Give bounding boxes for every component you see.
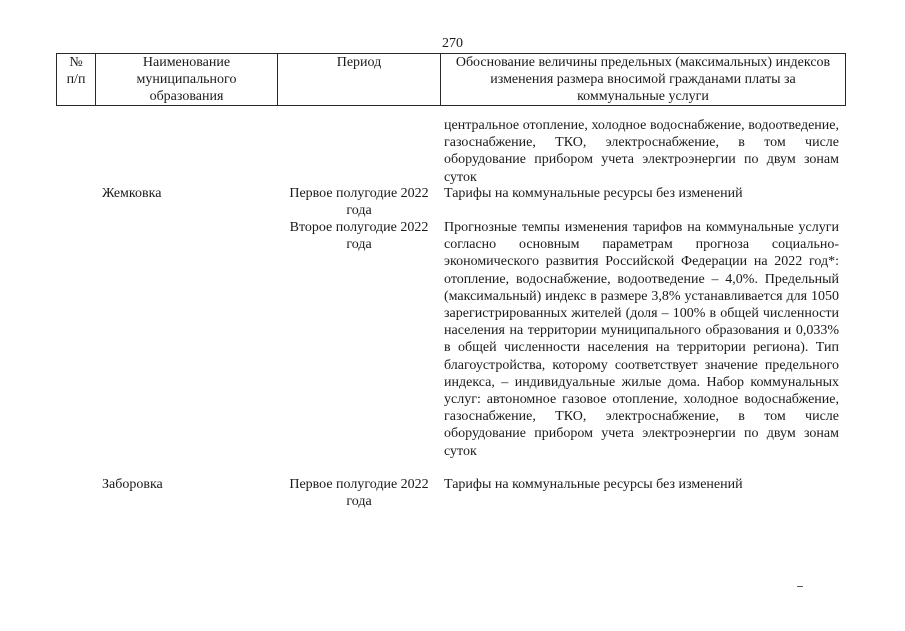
header-number-label: № п/п <box>66 55 86 87</box>
header-cell-number <box>57 54 96 106</box>
row-1-basis-2: Прогнозные темпы изменения тарифов на коммунальные услуги согласно основным параметрам прогноза социально-экономического развития Российской Федерации на 2022 год*: отопление, водоснабжение, водоотведение – 4,0%. Предельный (максимальный) индекс в размере 3,8% устанавливается для 1050 зарегистрированных жителей (доля – 100% в общей численности населения на территории муниципального образования и 0,033% в общей численности населения на территории региона). Тип благоустройства, которому соответствует значение предельного индекса, – индивидуальные жилые дома. Набор коммунальных услуг: автономное газовое отопление, холодное водоснабжение, газоснабжение, ТКО, электроснабжение, в том числе оборудование прибором учета электроэнергии по двум зонам суток <box>444 220 839 459</box>
header-cell-name <box>96 54 278 106</box>
header-cell-period <box>278 54 441 106</box>
row-1-period-1: Первое полугодие 2022 года <box>289 186 429 219</box>
row-2-name: Заборовка <box>102 477 163 492</box>
header-period-label: Период <box>336 55 382 70</box>
continuation-text: центральное отопление, холодное водоснабжение, водоотведение, газоснабжение, ТКО, электроснабжение, в том числе оборудование прибором учета электроэнергии по двум зонам суток <box>444 118 839 185</box>
header-basis-label: Обоснование величины предельных (максимальных) индексов изменения размера вносимой гражданами платы за коммунальные услуги <box>455 55 831 104</box>
row-2-basis-1: Тарифы на коммунальные ресурсы без изменений <box>444 477 743 492</box>
row-1-basis-1: Тарифы на коммунальные ресурсы без изменений <box>444 186 743 201</box>
row-1-name: Жемковка <box>102 186 162 201</box>
header-name-label: Наименование муниципального образования <box>136 55 237 104</box>
scan-speck <box>797 586 803 587</box>
header-cell-basis <box>441 54 846 106</box>
row-2-period-1: Первое полугодие 2022 года <box>289 477 429 510</box>
row-1-period-2: Второе полугодие 2022 года <box>289 220 429 253</box>
table-header <box>56 53 846 106</box>
page-number: 270 <box>442 36 463 51</box>
table-header-row <box>57 54 846 106</box>
